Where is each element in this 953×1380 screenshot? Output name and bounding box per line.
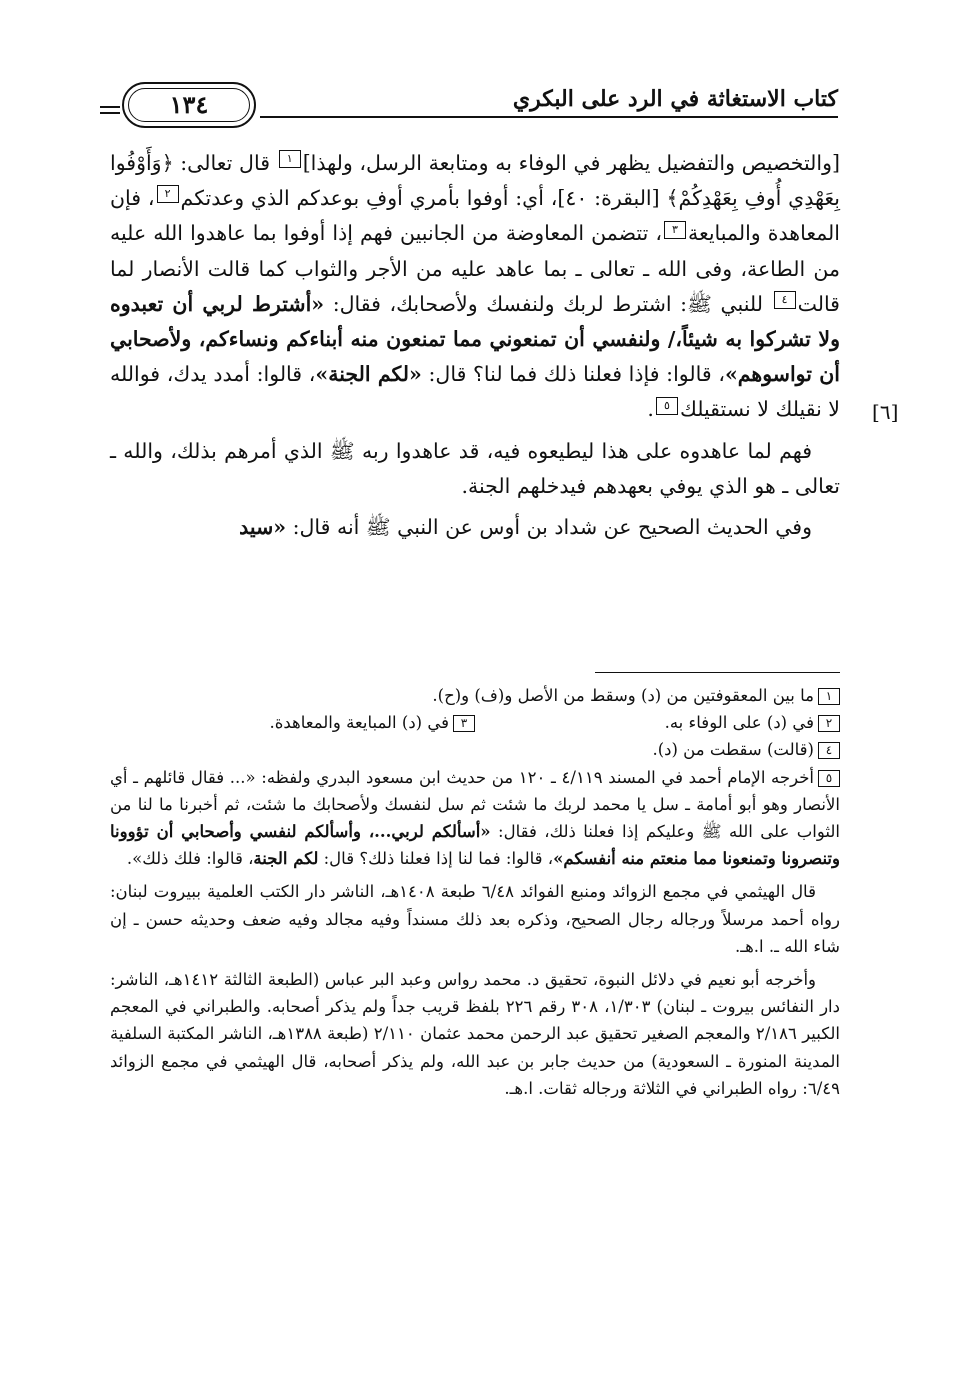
footnote-5-continuation-1: قال الهيثمي في مجمع الزوائد ومنبع الفوائد ٦/٤٨ طبعة ١٤٠٨هـ، الناشر دار الكتب العلمية ببيروت لبنان: رواه أحمد مرسلاً ورجاله رجال الصحيح، وذكره بعد ذلك مسنداً وفيه مجالد وفيه ضعف وحديثه حسن ـ إن شاء الله ـ. ا.هـ. — [110, 882, 840, 956]
hadith-quote: «أسألكم لربي...، وأسألكم لنفسي وأصحابي أن تؤوونا وتنصرونا وتمنعونا مما منعتم منه أنفسكم» — [110, 822, 840, 869]
text-segment: وفي الحديث الصحيح عن شداد بن أوس عن النبي ﷺ أنه قال: — [286, 515, 812, 540]
hadith-quote: لكم الجنة — [253, 849, 319, 869]
footnote-text: ما بين المعقوفتين من (د) وسقط من الأصل و(ف) و(ح). — [432, 686, 814, 705]
text-segment: [والتخصيص والتفضيل يظهر في الوفاء به ومتابعة الرسل، ولهذا] — [302, 151, 841, 175]
main-text — [110, 146, 840, 545]
footnote-ref-1: ١ — [279, 150, 301, 168]
text-segment: [البقرة: ٤٠]، أي: أوفوا بأمري أوفِ بوعدكم الذي وعدتكم — [180, 186, 667, 211]
text-segment: ، قالوا: فإذا فعلنا ذلك فما لنا؟ قال: — [421, 362, 725, 387]
footnote-ref-4: ٤ — [774, 291, 796, 309]
footnote-row-2-3 — [110, 709, 840, 736]
footnote-separator — [595, 672, 840, 673]
footnote-4 — [110, 736, 840, 763]
hadith-quote: «أشترط لربي أن تعبدوه ولا تشركوا به شيئاً،/ ولنفسي أن تمنعوني مما تمنعون منه أبناءكم ونساءكم، ولأصحابي أن تواسوهم» — [110, 291, 841, 387]
text-segment: ، تتضمن المعاوضة من الجانبين فهم إذا أوفوا بما عاهدوا الله عليه من الطاعة، وفى الله ـ تعالى ـ بما عاهد عليه من الأجر والثواب كما قالت الأنصار لما قالت — [110, 221, 840, 316]
header-rule-left-bottom — [100, 112, 120, 114]
page-number: ١٣٤ — [169, 90, 209, 119]
footnote-number: ٢ — [818, 715, 840, 732]
text-segment: . — [647, 397, 654, 422]
footnote-5 — [110, 764, 840, 873]
quran-verse: ﴿وَأَوْفُوا بِعَهْدِي أُوفِ بِعَهْدِكُمْ﴾ — [110, 151, 840, 211]
paragraph-3 — [110, 510, 840, 545]
footnote-text: في (د) المبايعة والمعاهدة. — [269, 713, 449, 733]
footnote-ref-2: ٢ — [157, 185, 179, 203]
header-rule-right — [583, 116, 838, 118]
footnote-3 — [110, 709, 475, 736]
page-number-badge — [122, 82, 256, 128]
footnote-number: ٣ — [453, 715, 475, 732]
page-header — [100, 82, 838, 132]
text-segment: قال تعالى: — [173, 151, 277, 175]
footnote-ref-3: ٣ — [664, 221, 686, 239]
header-rule-left-top — [100, 106, 120, 108]
book-title: كتاب الاستغاثة في الرد على البكري — [512, 86, 838, 112]
footnote-number: ١ — [818, 688, 840, 705]
footnote-number: ٥ — [818, 770, 840, 787]
margin-page-marker: [٦] — [872, 400, 899, 424]
footnote-text: ، قالوا: فما لنا إذا فعلنا ذلك؟ قال: — [318, 849, 554, 869]
footnote-number: ٤ — [818, 742, 840, 759]
paragraph-1 — [110, 146, 840, 428]
text-segment: للنبي ﷺ: اشترط لربك ولنفسك ولأصحابك، فقال: — [324, 291, 772, 316]
footnote-text: (قالت) سقطت من (د). — [652, 740, 814, 760]
footnote-5-continuation-2: وأخرجه أبو نعيم في دلائل النبوة، تحقيق د. محمد رواس وعبد البر عباس (الطبعة الثالثة ١٤١٢هـ، الناشر: دار النفائس بيروت ـ لبنان) ١/٣٠٣، ٣٠٨ رقم ٢٢٦ بلفظ قريب جداً ولم يذكر أصحابه. والطبراني في المعجم الكبير ٢/١٨٦ والمعجم الصغير تحقيق عبد الرحمن محمد عثمان ٢/١١٠ (طبعة ١٣٨٨هـ، الناشر المكتبة السلفية المدينة المنورة ـ السعودية) من حديث جابر بن عبد الله، ولم يذكر أصحابه، قال الهيثمي في مجمع الزوائد ٦/٤٩: رواه الطبراني في الثلاثة ورجاله ثقات. ا.هـ. — [110, 970, 840, 1098]
footnote-text: ، قالوا: فلك ذلك». — [126, 849, 254, 869]
footnote-ref-5: ٥ — [656, 397, 678, 415]
footnotes — [110, 682, 840, 1102]
hadith-quote: «لكم الجنة» — [315, 362, 422, 387]
header-rule-middle — [260, 116, 583, 118]
text-segment: ، قالوا: أمدد يدك، فوالله لا نقيلك لا نستقيلك — [110, 362, 840, 422]
footnote-text: في (د) على الوفاء به. — [664, 713, 814, 733]
hadith-quote: «سيد — [239, 515, 287, 540]
footnote-1 — [110, 682, 840, 709]
text-segment: ، فإن المعاهدة والمبايعة — [110, 186, 840, 246]
footnote-text: أخرجه الإمام أحمد في المسند ٤/١١٩ ـ ١٢٠ من حديث ابن مسعود البدري ولفظه: «... فقال قائلهم ـ أي الأنصار وهو أبو أمامة ـ سل يا محمد لربك ما شئت ثم سل لنفسك ولأصحابك ما شئت، ثم أخبرنا ما لنا من الثواب على الله ﷺ وعليكم إذا فعلنا ذلك، فقال: — [110, 767, 840, 842]
paragraph-2: فهم لما عاهدوه على هذا ليطيعوه فيه، قد عاهدوا ربه ﷺ الذي أمرهم بذلك، والله ـ تعالى ـ هو الذي يوفي بعهدهم فيدخلهم الجنة. — [110, 438, 840, 498]
footnote-2 — [475, 709, 840, 736]
